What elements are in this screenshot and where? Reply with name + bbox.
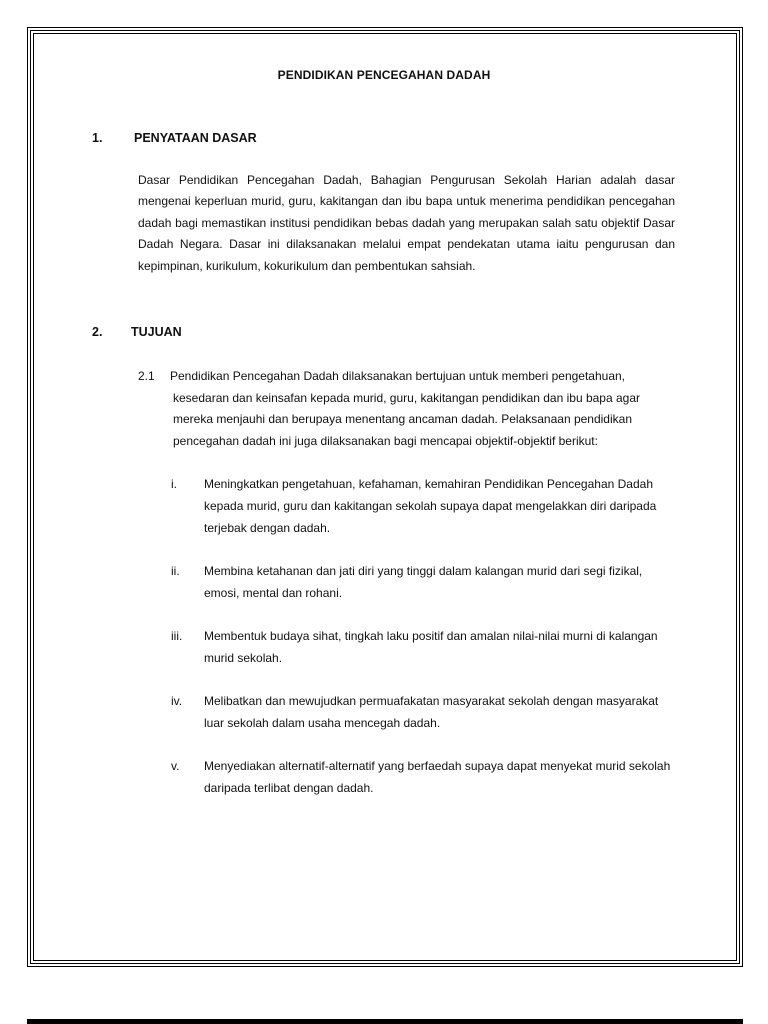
- item-number: ii.: [171, 564, 180, 578]
- subsection-2-1: [138, 366, 678, 452]
- section-number: 2.: [92, 325, 103, 339]
- objective-item: [171, 690, 671, 734]
- section-1-paragraph: Dasar Pendidikan Pencegahan Dadah, Bahagian Pengurusan Sekolah Harian adalah dasar mengenai keperluan murid, guru, kakitangan dan ibu bapa untuk menerima pendidikan pencegahan dadah bagi memastikan institusi pendidikan bebas dadah yang merupakan salah satu objektif Dasar Dadah Negara. Dasar ini dilaksanakan melalui empat pendekatan utama iaitu pengurusan dan kepimpinan, kurikulum, kokurikulum dan pembentukan sahsiah.: [138, 173, 675, 273]
- objective-item: [171, 560, 671, 604]
- item-text: Menyediakan alternatif-alternatif yang berfaedah supaya dapat menyekat murid sekolah daripada terlibat dengan dadah.: [204, 759, 671, 795]
- objective-item: [171, 755, 671, 799]
- item-number: i.: [171, 477, 177, 491]
- document-title: PENDIDIKAN PENCEGAHAN DADAH: [277, 68, 491, 82]
- item-text: Membina ketahanan dan jati diri yang tinggi dalam kalangan murid dari segi fizikal, emosi, mental dan rohani.: [204, 564, 643, 600]
- objective-item: [171, 625, 671, 669]
- objective-item: [171, 473, 671, 539]
- item-text: Melibatkan dan mewujudkan permuafakatan masyarakat sekolah dengan masyarakat luar sekolah dalam usaha mencegah dadah.: [204, 694, 659, 730]
- item-text: Meningkatkan pengetahuan, kefahaman, kemahiran Pendidikan Pencegahan Dadah kepada murid, guru dan kakitangan sekolah supaya dapat mengelakkan diri daripada terjebak dengan dadah.: [204, 477, 657, 535]
- section-number: 1.: [92, 131, 103, 145]
- item-text: Membentuk budaya sihat, tingkah laku positif dan amalan nilai-nilai murni di kalangan murid sekolah.: [204, 629, 658, 665]
- item-number: iv.: [171, 694, 183, 708]
- section-title: PENYATAAN DASAR: [134, 131, 257, 145]
- section-title: TUJUAN: [131, 325, 182, 339]
- subsection-text: Pendidikan Pencegahan Dadah dilaksanakan bertujuan untuk memberi pengetahuan, kesedaran dan keinsafan kepada murid, guru, kakitangan pendidikan dan ibu bapa agar mereka menjauhi dan berupaya menentang ancaman dadah. Pelaksanaan pendidikan pencegahan dadah ini juga dilaksanakan bagi mencapai objektif-objektif berikut:: [170, 369, 641, 448]
- item-number: v.: [171, 759, 180, 773]
- item-number: iii.: [171, 629, 183, 643]
- subsection-number: 2.1: [138, 369, 155, 383]
- next-page-edge: [27, 1019, 743, 1024]
